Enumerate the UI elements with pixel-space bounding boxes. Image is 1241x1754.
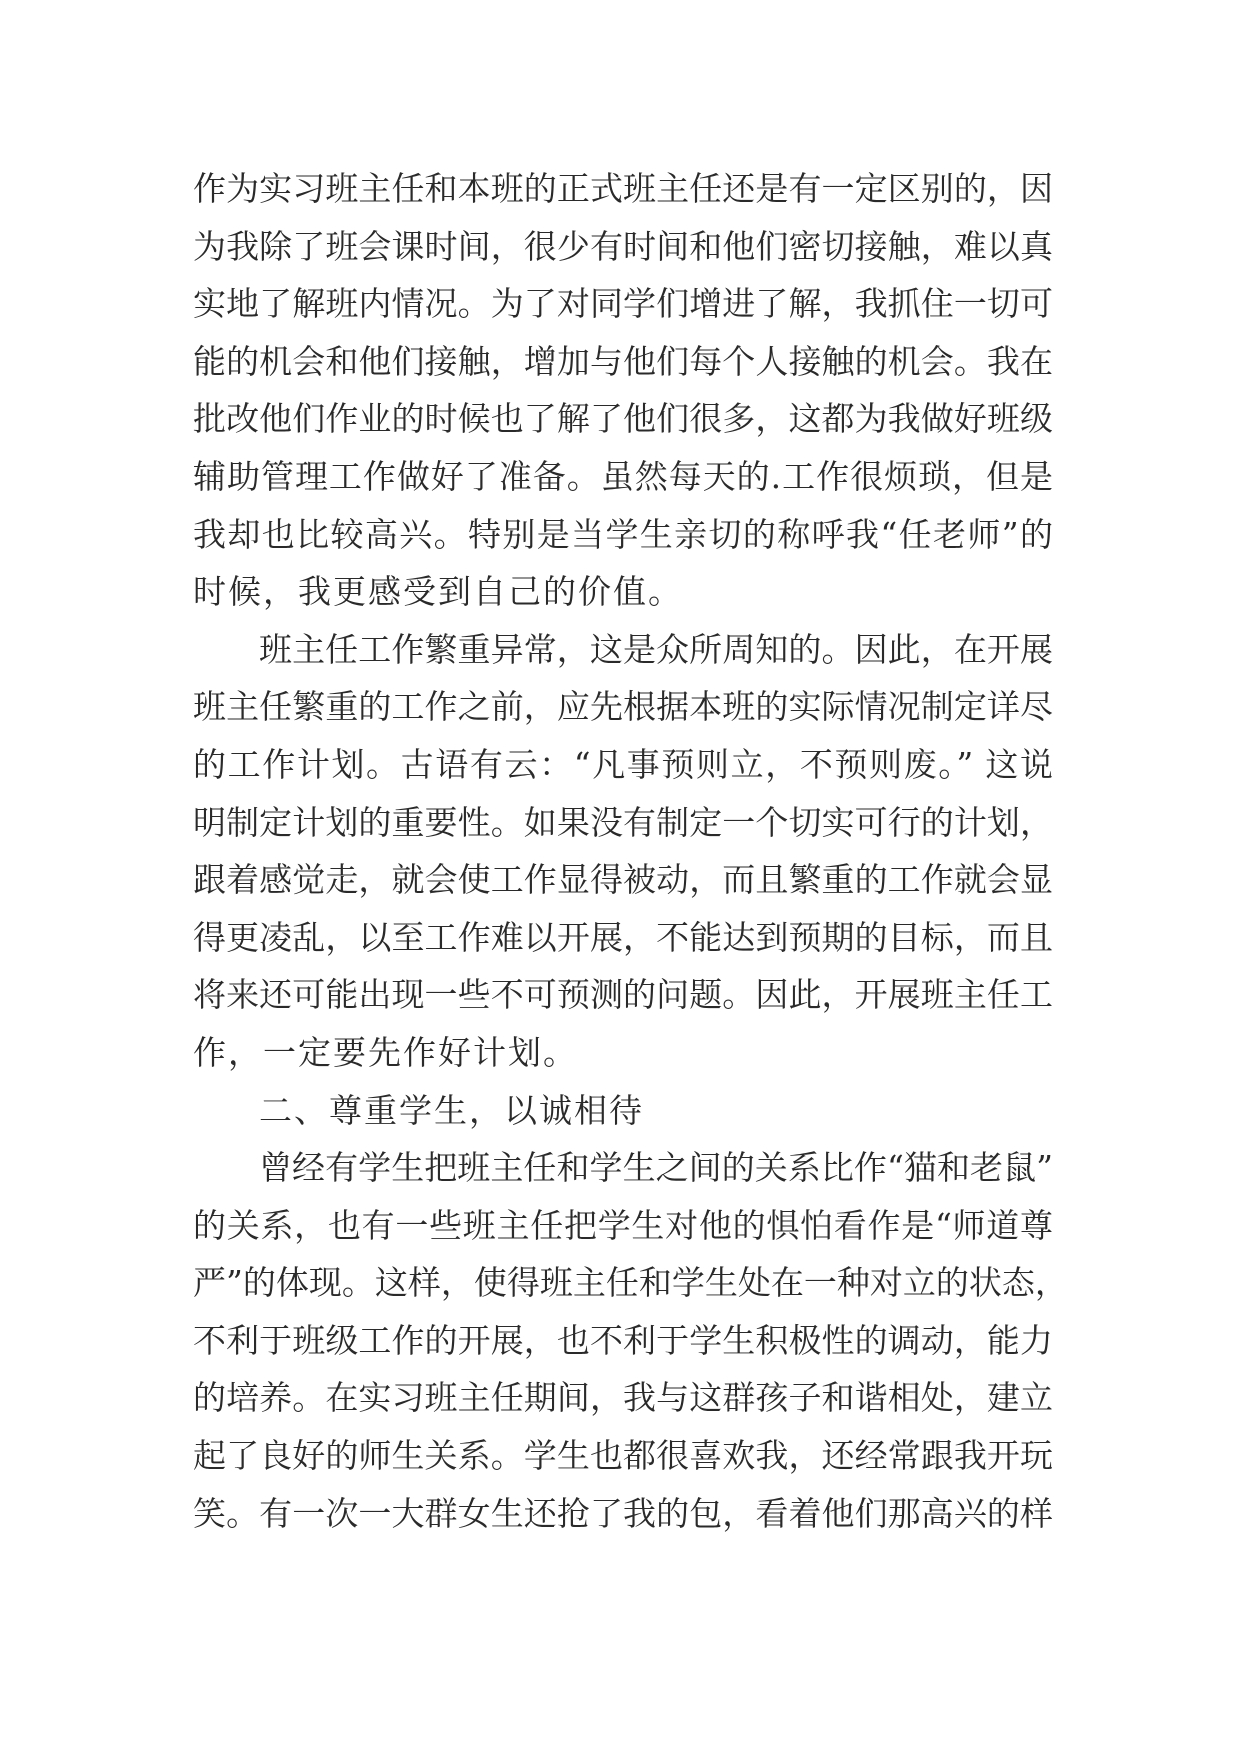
text-line: 的培养。在实习班主任期间，我与这群孩子和谐相处，建立	[193, 1378, 1053, 1418]
text-line: 为我除了班会课时间，很少有时间和他们密切接触，难以真	[193, 226, 1053, 266]
text-line: 笑。有一次一大群女生还抢了我的包，看着他们那高兴的样	[193, 1493, 1053, 1533]
text-line: 作，一定要先作好计划。	[193, 1032, 578, 1072]
text-line: 不利于班级工作的开展，也不利于学生积极性的调动，能力	[193, 1320, 1053, 1360]
text-line: 严”的体现。这样，使得班主任和学生处在一种对立的状态，	[193, 1263, 1068, 1303]
text-line: 作为实习班主任和本班的正式班主任还是有一定区别的，因	[193, 169, 1053, 208]
text-line: 的工作计划。古语有云：“凡事预则立，不预则废。” 这说	[193, 744, 1053, 784]
text-line: 辅助管理工作做好了准备。虽然每天的.工作很烦琐，但是	[193, 456, 1053, 496]
text-line: 时候，我更感受到自己的价值。	[193, 572, 683, 612]
text-line: 得更凌乱，以至工作难以开展，不能达到预期的目标，而且	[193, 917, 1053, 957]
text-line: 我却也比较高兴。特别是当学生亲切的称呼我“任老师”的	[193, 514, 1053, 554]
text-line: 批改他们作业的时候也了解了他们很多，这都为我做好班级	[193, 399, 1053, 439]
text-line: 实地了解班内情况。为了对同学们增进了解，我抓住一切可	[193, 284, 1053, 324]
text-line: 明制定计划的重要性。如果没有制定一个切实可行的计划，	[193, 802, 1053, 842]
text-line: 的关系，也有一些班主任把学生对他的惧怕看作是“师道尊	[193, 1205, 1053, 1245]
text-line: 跟着感觉走，就会使工作显得被动，而且繁重的工作就会显	[193, 860, 1053, 900]
text-line: 班主任工作繁重异常，这是众所周知的。因此，在开展	[259, 629, 1053, 669]
text-line: 二、尊重学生，以诚相待	[259, 1090, 644, 1130]
document-body-text	[193, 160, 1068, 1542]
text-line: 能的机会和他们接触，增加与他们每个人接触的机会。我在	[193, 341, 1053, 381]
text-line: 起了良好的师生关系。学生也都很喜欢我，还经常跟我开玩	[193, 1436, 1053, 1476]
text-line: 将来还可能出现一些不可预测的问题。因此，开展班主任工	[193, 975, 1053, 1015]
text-line: 班主任繁重的工作之前，应先根据本班的实际情况制定详尽	[193, 687, 1053, 727]
text-line: 曾经有学生把班主任和学生之间的关系比作“猫和老鼠”	[259, 1148, 1053, 1188]
